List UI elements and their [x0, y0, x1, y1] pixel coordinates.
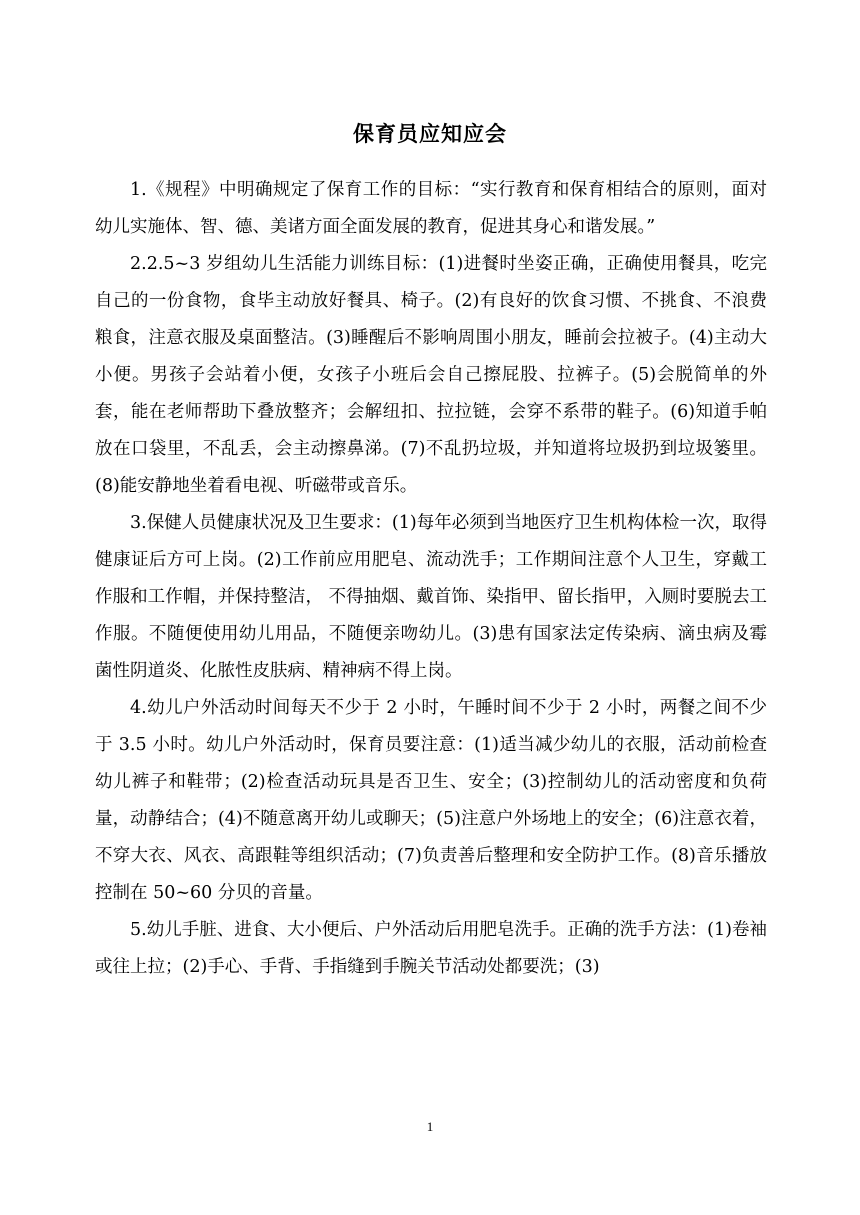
paragraph-1: 1.《规程》中明确规定了保育工作的目标：“实行教育和保育相结合的原则，面对幼儿实施体、智、德、美诸方面全面发展的教育，促进其身心和谐发展。” [95, 180, 767, 237]
document-body [95, 172, 767, 986]
paragraph-2: 2.2.5~3 岁组幼儿生活能力训练目标：(1)进餐时坐姿正确，正确使用餐具，吃完自己的一份食物，食毕主动放好餐具、椅子。(2)有良好的饮食习惯、不挑食、不浪费粮食，注意衣服及桌面整洁。(3)睡醒后不影响周围小朋友，睡前会拉被子。(4)主动大小便。男孩子会站着小便，女孩子小班后会自己擦屁股、拉裤子。(5)会脱简单的外套，能在老师帮助下叠放整齐；会解纽扣、拉拉链，会穿不系带的鞋子。(6)知道手帕放在口袋里，不乱丢，会主动擦鼻涕。(7)不乱扔垃圾，并知道将垃圾扔到垃圾篓里。(8)能安静地坐着看电视、听磁带或音乐。 [95, 254, 767, 496]
page-number: 1 [426, 1119, 434, 1134]
paragraph-5: 5.幼儿手脏、进食、大小便后、户外活动后用肥皂洗手。正确的洗手方法：(1)卷袖或往上拉；(2)手心、手背、手指缝到手腕关节活动处都要洗；(3) [95, 920, 767, 977]
paragraph-3: 3.保健人员健康状况及卫生要求：(1)每年必须到当地医疗卫生机构体检一次，取得健康证后方可上岗。(2)工作前应用肥皂、流动洗手；工作期间注意个人卫生，穿戴工作服和工作帽，并保持整洁， 不得抽烟、戴首饰、染指甲、留长指甲，入厕时要脱去工作服。不随便使用幼儿用品，不随便亲吻幼儿。(3)患有国家法定传染病、滴虫病及霉菌性阴道炎、化脓性皮肤病、精神病不得上岗。 [95, 513, 767, 681]
page-title: 保育员应知应会 [353, 122, 507, 147]
paragraph-4: 4.幼儿户外活动时间每天不少于 2 小时，午睡时间不少于 2 小时，两餐之间不少于 3.5 小时。幼儿户外活动时，保育员要注意：(1)适当减少幼儿的衣服，活动前检查幼儿裤子和鞋带；(2)检查活动玩具是否卫生、安全；(3)控制幼儿的活动密度和负荷量，动静结合；(4)不随意离开幼儿或聊天；(5)注意户外场地上的安全；(6)注意衣着，不穿大衣、风衣、高跟鞋等组织活动；(7)负责善后整理和安全防护工作。(8)音乐播放控制在 50~60 分贝的音量。 [95, 698, 767, 903]
